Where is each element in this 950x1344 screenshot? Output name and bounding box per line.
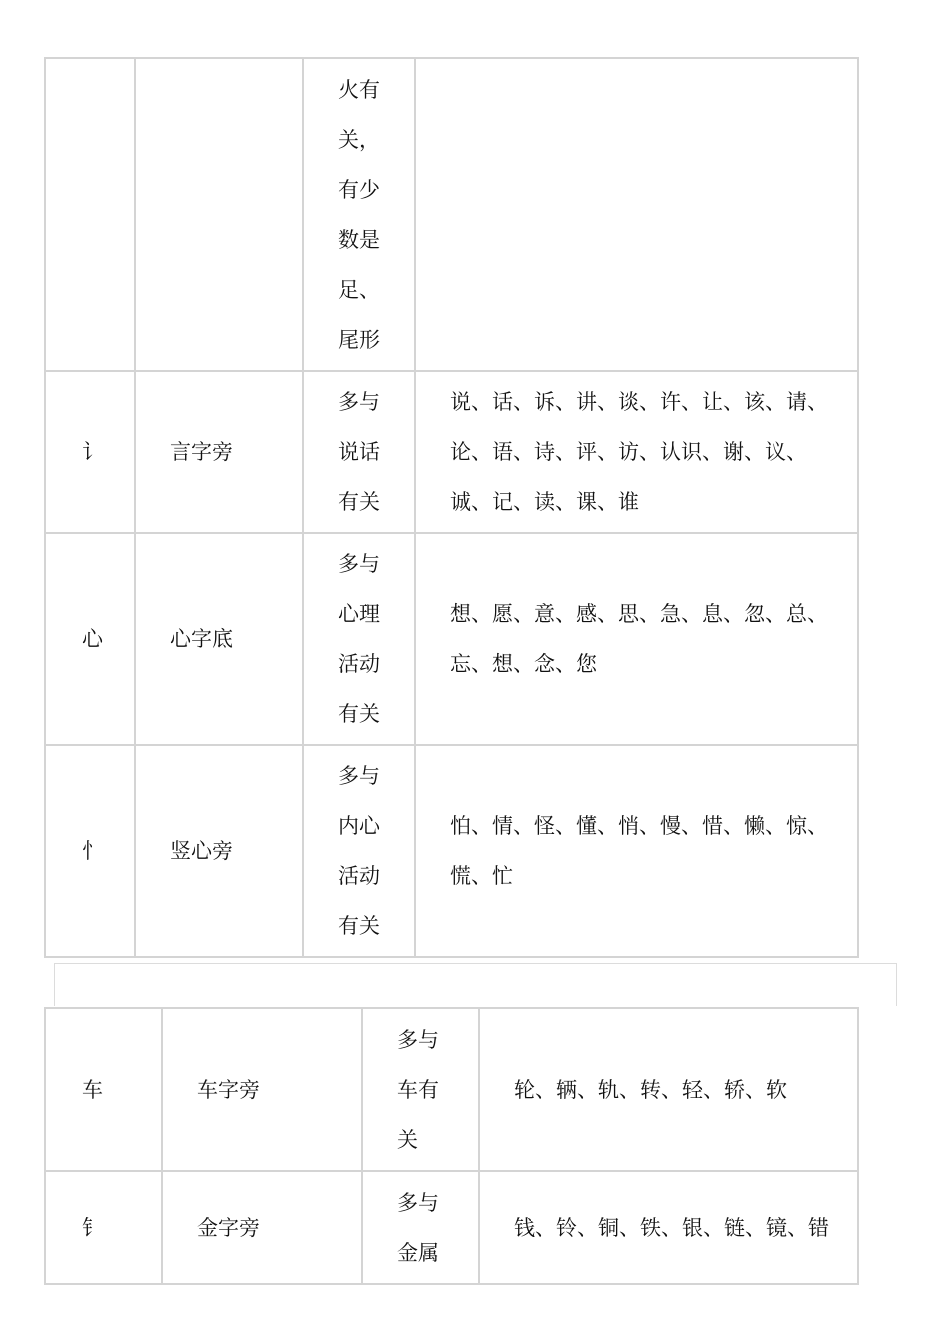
table-row (45, 745, 858, 957)
radical-name-cell: 车字旁 (162, 1008, 362, 1171)
examples-cell: 轮、辆、轨、转、轻、轿、软 (479, 1008, 858, 1171)
table-row (45, 1008, 858, 1171)
radical-cell (45, 58, 135, 371)
examples-cell: 钱、铃、铜、铁、银、链、镜、错 (479, 1171, 858, 1284)
examples-cell: 说、话、诉、讲、谈、许、让、该、请、论、语、诗、评、访、认识、谢、议、诚、记、读、课、谁 (415, 371, 858, 533)
meaning-cell: 多与说话有关 (338, 390, 380, 514)
examples-cell (415, 58, 858, 371)
examples-cell: 想、愿、意、感、思、急、息、忽、总、忘、想、念、您 (415, 533, 858, 745)
radical-name-cell: 金字旁 (162, 1171, 362, 1284)
radical-cell: 忄 (45, 745, 135, 957)
radical-name-cell (135, 58, 303, 371)
table-row (45, 1171, 858, 1284)
radical-cell: 讠 (45, 371, 135, 533)
radical-table-bottom (44, 1007, 859, 1285)
examples-cell: 怕、情、怪、懂、悄、慢、惜、懒、惊、慌、忙 (415, 745, 858, 957)
meaning-cell: 多与内心活动有关 (338, 764, 380, 938)
meaning-cell: 火有关，有少数是足、尾形 (338, 77, 380, 352)
radical-name-cell: 心字底 (135, 533, 303, 745)
radical-cell: 心 (45, 533, 135, 745)
meaning-cell: 多与车有关 (397, 1027, 439, 1152)
table-separator (54, 963, 897, 1006)
radical-cell: 钅 (45, 1171, 162, 1284)
table-row (45, 533, 858, 745)
meaning-cell: 多与心理活动有关 (338, 552, 380, 726)
meaning-cell: 多与金属 (397, 1190, 439, 1265)
radical-name-cell: 竖心旁 (135, 745, 303, 957)
radical-cell: 车 (45, 1008, 162, 1171)
table-row (45, 58, 858, 371)
radical-table-top (44, 57, 859, 958)
table-row (45, 371, 858, 533)
radical-name-cell: 言字旁 (135, 371, 303, 533)
